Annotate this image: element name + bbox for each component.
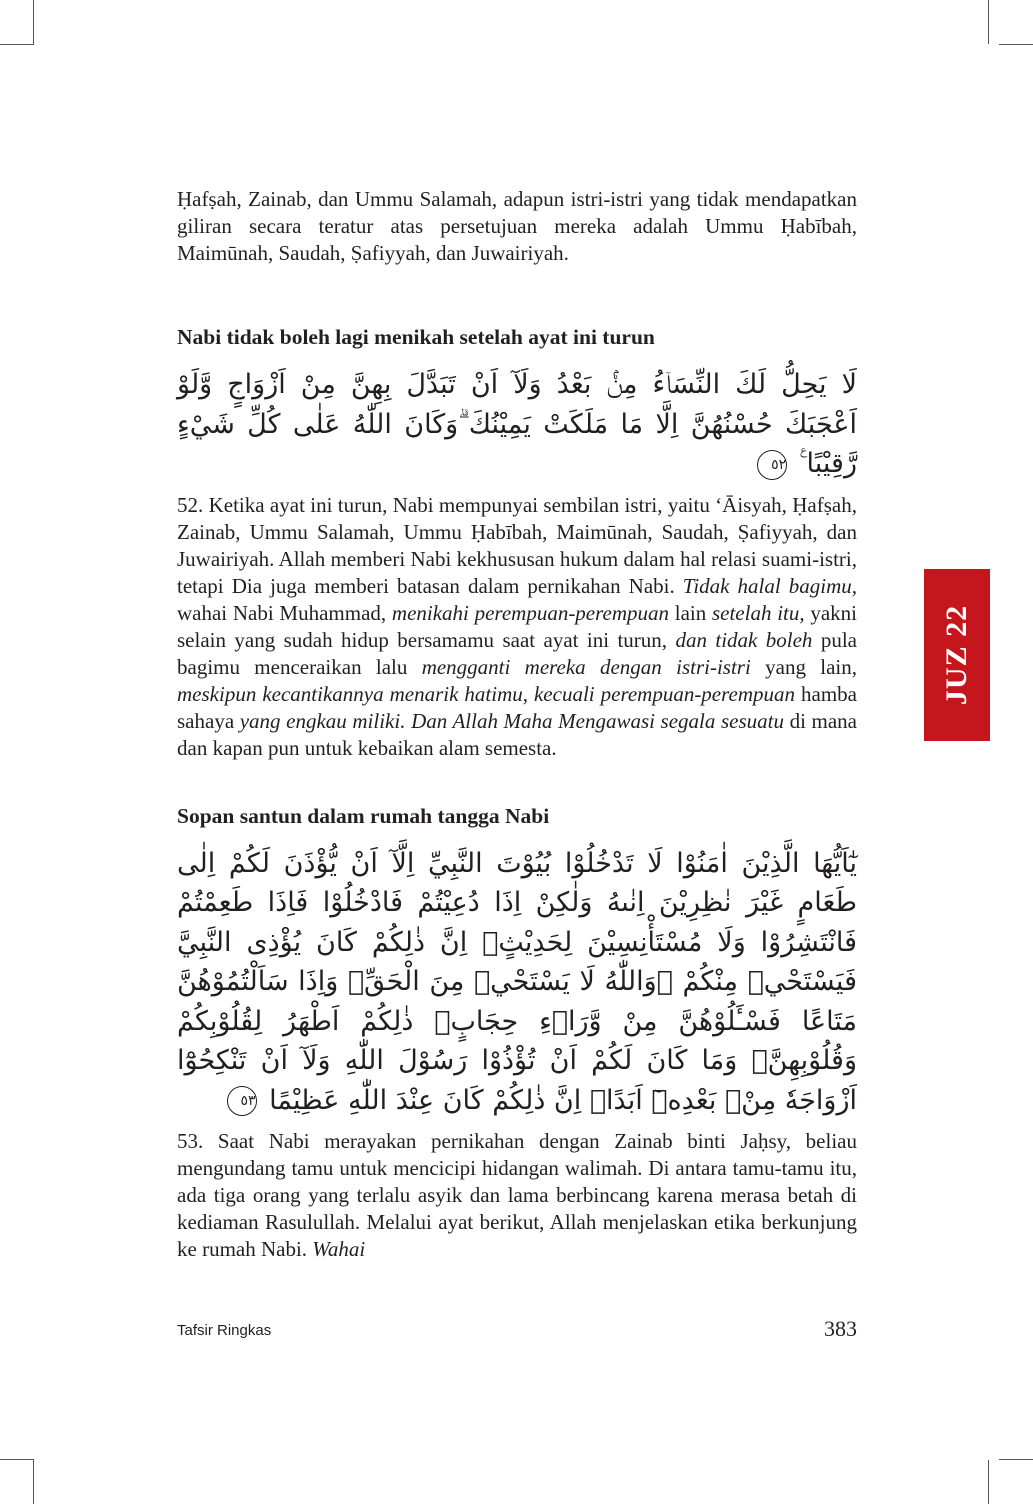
crop-mark xyxy=(33,1460,34,1504)
tafsir-text-run: yang lain, xyxy=(750,654,857,679)
tafsir-italic-run: dan tidak boleh xyxy=(675,627,813,652)
ayah-number-marker: ٥٣ xyxy=(227,1086,257,1116)
section-heading-1: Nabi tidak boleh lagi menikah setelah ayat ini turun xyxy=(177,325,655,349)
quran-verse-53 xyxy=(177,844,857,1121)
crop-mark xyxy=(988,1460,989,1504)
ayah-number-marker: ٥٢ xyxy=(757,450,787,480)
tafsir-paragraph-52 xyxy=(177,492,857,762)
tafsir-text-run: wahai Nabi Muhammad, xyxy=(177,600,392,625)
tafsir-italic-run: meskipun kecantikannya menarik hatimu, kecuali perempuan-perempuan xyxy=(177,681,796,706)
tafsir-italic-run: setelah itu, xyxy=(711,600,805,625)
juz-tab xyxy=(924,569,990,741)
quran-verse-52 xyxy=(177,365,857,484)
tafsir-text-run: di mana dan kapan pun untuk kebaikan alam semesta. xyxy=(177,708,858,760)
crop-mark xyxy=(33,0,34,44)
arabic-text: لَا يَحِلُّ لَكَ النِّسَاۤءُ مِنْۢ بَعْدُ وَلَآ اَنْ تَبَدَّلَ بِهِنَّ مِنْ اَزْوَاجٍ وَّلَوْ اَعْجَبَكَ حُسْنُهُنَّ اِلَّا مَا مَلَكَتْ يَمِيْنُكَ ۗوَكَانَ اللّٰهُ عَلٰى كُلِّ شَيْءٍ رَّقِيْبًا ࣖ xyxy=(177,369,857,479)
tafsir-text-run: pula bagimu menceraikan lalu xyxy=(177,627,857,679)
tafsir-italic-run: yang engkau miliki. Dan Allah Maha Mengawasi segala sesuatu xyxy=(239,708,784,733)
tafsir-paragraph-53 xyxy=(177,1128,857,1263)
tafsir-text-run: hamba sahaya xyxy=(177,681,857,733)
section-heading-2: Sopan santun dalam rumah tangga Nabi xyxy=(177,803,550,828)
juz-label: JUZ 22 xyxy=(940,604,973,706)
tafsir-italic-run: mengganti mereka dengan istri-istri xyxy=(421,654,751,679)
tafsir-italic-run: Tidak halal bagimu, xyxy=(682,573,857,598)
tafsir-text-run: yakni selain yang sudah hidup bersamamu saat ayat ini turun, xyxy=(177,600,858,652)
tafsir-text-run: lain xyxy=(669,600,712,625)
tafsir-text-run: 52. Ketika ayat ini turun, Nabi mempunyai sembilan istri, yaitu ‘Āisyah, Ḥafṣah, Zainab, Ummu Salamah, Ummu Ḥabībah, Maimūnah, Saudah, Ṣafiyyah, dan Juwairiyah. Allah memberi Nabi kekhususan hukum dalam hal relasi suami-istri, tetapi Dia juga memberi batasan dalam pernikahan Nabi. xyxy=(177,492,857,598)
intro-paragraph: Ḥafṣah, Zainab, dan Ummu Salamah, adapun istri-istri yang tidak mendapatkan giliran secara teratur atas persetujuan mereka adalah Ummu Ḥabībah, Maimūnah, Saudah, Ṣafiyyah, dan Juwairiyah. xyxy=(177,187,857,265)
page-body xyxy=(177,186,857,1263)
tafsir-italic-run: Wahai xyxy=(312,1237,366,1261)
crop-mark xyxy=(999,1459,1033,1460)
crop-mark xyxy=(988,0,989,44)
page-number: 383 xyxy=(824,1316,857,1341)
crop-mark xyxy=(0,1459,34,1460)
crop-mark xyxy=(999,44,1033,45)
arabic-text: يٰٓاَيُّهَا الَّذِيْنَ اٰمَنُوْا لَا تَدْخُلُوْا بُيُوْتَ النَّبِيِّ اِلَّآ اَنْ يُّؤْذَنَ لَكُمْ اِلٰى طَعَامٍ غَيْرَ نٰظِرِيْنَ اِنٰىهُ وَلٰكِنْ اِذَا دُعِيْتُمْ فَادْخُلُوْا فَاِذَا طَعِمْتُمْ فَانْتَشِرُوْا وَلَا مُسْتَأْنِسِيْنَ لِحَدِيْثٍۗ اِنَّ ذٰلِكُمْ كَانَ يُؤْذِى النَّبِيَّ فَيَسْتَحْيٖ مِنْكُمْ ۖوَاللّٰهُ لَا يَسْتَحْيٖ مِنَ الْحَقِّۗ وَاِذَا سَاَلْتُمُوْهُنَّ مَتَاعًا فَسْـَٔلُوْهُنَّ مِنْ وَّرَاۤءِ حِجَابٍۗ ذٰلِكُمْ اَطْهَرُ لِقُلُوْبِكُمْ وَقُلُوْبِهِنَّۗ وَمَا كَانَ لَكُمْ اَنْ تُؤْذُوْا رَسُوْلَ اللّٰهِ وَلَآ اَنْ تَنْكِحُوْٓا اَزْوَاجَهٗ مِنْۢ بَعْدِهٖٓ اَبَدًاۗ اِنَّ ذٰلِكُمْ كَانَ عِنْدَ اللّٰهِ عَظِيْمًا xyxy=(177,847,857,1116)
footer-book-title: Tafsir Ringkas xyxy=(177,1322,272,1339)
tafsir-text-run: 53. Saat Nabi merayakan pernikahan dengan Zainab binti Jaḥsy, beliau mengundang tamu untuk mencicipi hidangan walimah. Di antara tamu-tamu itu, ada tiga orang yang terlalu asyik dan lama berbincang karena merasa betah di kediaman Rasulullah. Melalui ayat berikut, Allah menjelaskan etika berkunjung ke rumah Nabi. xyxy=(177,1129,857,1261)
crop-mark xyxy=(0,44,34,45)
tafsir-italic-run: menikahi perempuan-perempuan xyxy=(391,600,670,625)
